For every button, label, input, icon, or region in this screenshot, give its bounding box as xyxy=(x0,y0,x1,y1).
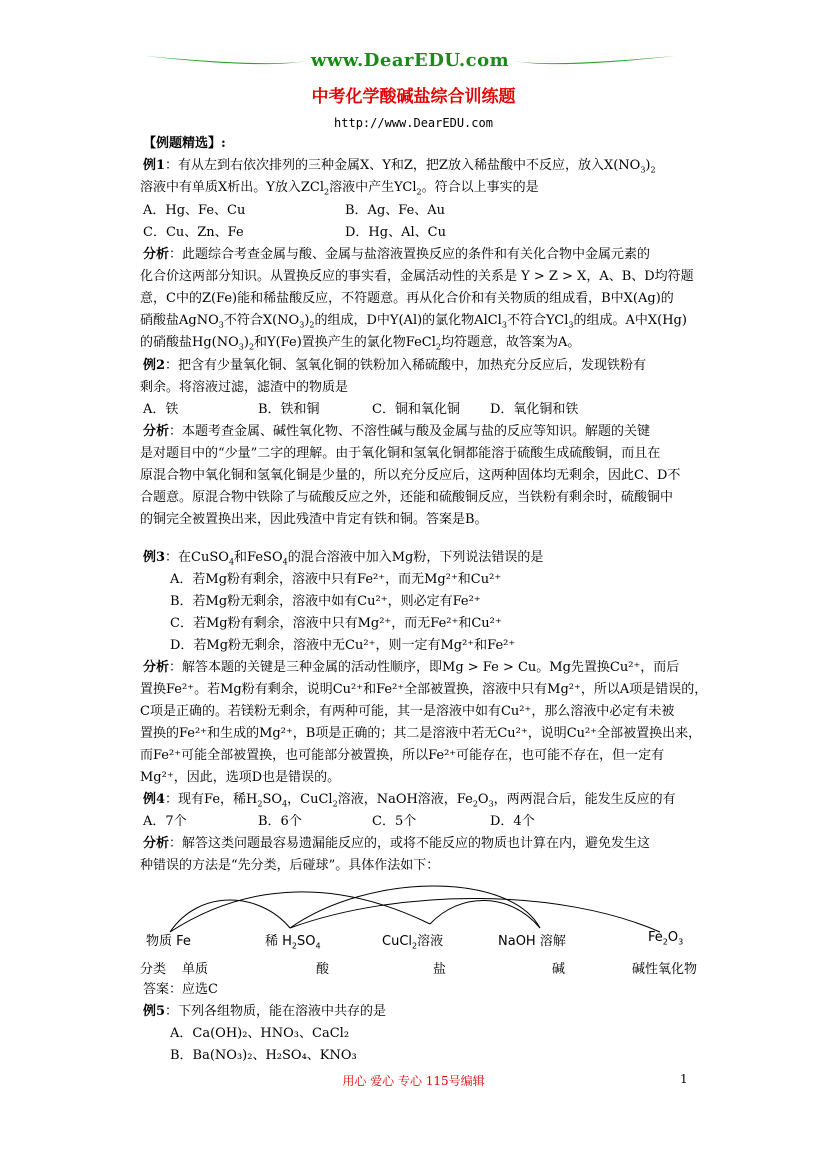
ex3-analysis-4: 置换的Fe²⁺和生成的Mg²⁺，B项是正确的；其二是溶液中若无Cu²⁺，说明Cu²⁺全部被置换出来， xyxy=(140,726,702,741)
ex4-option-a: A．7个 xyxy=(143,814,187,829)
ex1-question-line-1: 例1：有从左到右依次排列的三种金属X、Y和Z，把Z放入稀盐酸中不反应，放入$X(NO_3)_2$ xyxy=(143,158,656,175)
ex1-option-a: A．Hg、Fe、Cu xyxy=(143,203,246,218)
diagram-node-fe: 物质 Fe xyxy=(146,934,191,949)
ex2-option-d: D．氧化铜和铁 xyxy=(490,402,579,417)
site-url-link[interactable]: http://www.DearEDU.com xyxy=(334,116,493,130)
ex3-option-a: A．若Mg粉有剩余，溶液中只有Fe²⁺，而无Mg²⁺和Cu²⁺ xyxy=(170,572,502,587)
ex3-option-b: B．若Mg粉无剩余，溶液中如有Cu²⁺，则必定有Fe²⁺ xyxy=(170,594,481,609)
ex2-analysis-5: 的铜完全被置换出来，因此残渣中肯定有铁和铜。答案是B。 xyxy=(140,512,488,527)
ex5-option-a: A．Ca(OH)₂、HNO₃、CaCl₂ xyxy=(170,1026,350,1041)
reaction-arcs-diagram xyxy=(140,878,700,938)
ex1-analysis-3: 意，C中的Z(Fe)能和稀盐酸反应，不符题意。再从化合价和有关物质的组成看，B中X(Ag)的 xyxy=(140,291,674,306)
ex4-option-b: B．6个 xyxy=(258,814,302,829)
ex3-analysis-5: 而Fe²⁺可能全部被置换，也可能部分被置换，所以Fe²⁺可能存在，也可能不存在，但一定有 xyxy=(140,748,665,763)
header-banner xyxy=(140,48,680,84)
category-salt: 盐 xyxy=(433,962,447,977)
category-label: 分类 xyxy=(140,962,167,977)
category-element: 单质 xyxy=(182,962,209,977)
ex5-option-b: B．Ba(NO₃)₂、H₂SO₄、KNO₃ xyxy=(170,1048,357,1063)
ex2-analysis-2: 是对题目中的“少量”二字的理解。由于氧化铜和氢氧化铜都能溶于硫酸生成硫酸铜，而且在 xyxy=(140,446,661,461)
footer-text: 用心 爱心 专心 115号编辑 xyxy=(342,1074,485,1088)
ex2-option-c: C．铜和氧化铜 xyxy=(372,402,460,417)
ex3-analysis-2: 置换Fe²⁺。若Mg粉有剩余，说明Cu²⁺和Fe²⁺全部被置换，溶液中只有Mg²⁺，所以A项是错误的， xyxy=(140,682,708,697)
ex1-analysis-2: 化合价这两部分知识。从置换反应的事实看，金属活动性的关系是 Y > Z > X，A、B、D均符题 xyxy=(140,269,694,284)
ex4-answer: 答案：应选C xyxy=(143,982,218,997)
ex3-question: 例3：在CuSO$_4$和FeSO$_4$的混合溶液中加入Mg粉，下列说法错误的是 xyxy=(143,550,544,567)
ex2-option-b: B．铁和铜 xyxy=(258,402,320,417)
diagram-node-naoh: NaOH 溶解 xyxy=(498,934,566,949)
ex5-question: 例5：下列各组物质，能在溶液中共存的是 xyxy=(143,1004,387,1019)
page-number: 1 xyxy=(680,1072,688,1086)
ex4-analysis-1: 分析：解答这类问题最容易遗漏能反应的，或将不能反应的物质也计算在内，避免发生这 xyxy=(143,836,651,851)
section-heading: 【例题精选】: xyxy=(143,136,226,151)
ex1-option-d: D．Hg、Al、Cu xyxy=(345,225,446,240)
ex2-analysis-3: 原混合物中氧化铜和氢氧化铜是少量的，所以充分反应后，这两种固体均无剩余，因此C、D不 xyxy=(140,468,681,483)
ex3-analysis-1: 分析：解答本题的关键是三种金属的活动性顺序，即Mg > Fe > Cu。Mg先置换Cu²⁺，而后 xyxy=(143,660,680,675)
ex2-analysis-1: 分析：本题考查金属、碱性氧化物、不溶性碱与酸及金属与盐的反应等知识。解题的关键 xyxy=(143,424,651,439)
diagram-node-fe2o3: $Fe_2O_3$ xyxy=(648,930,684,947)
ex1-question-line-2: 溶液中有单质X析出。Y放入ZCl$_2$溶液中产生YCl$_2$。符合以上事实的是 xyxy=(140,180,539,197)
ex4-analysis-2: 种错误的方法是“先分类，后碰球”。具体作法如下： xyxy=(140,858,440,873)
ex2-option-a: A．铁 xyxy=(143,402,179,417)
diagram-node-cucl2: CuCl$_2$溶液 xyxy=(382,934,444,951)
ex3-option-d: D．若Mg粉无剩余，溶液中无Cu²⁺，则一定有Mg²⁺和Fe²⁺ xyxy=(170,638,516,653)
diagram-node-h2so4: 稀 $H_2SO_4$ xyxy=(265,934,321,951)
ex3-option-c: C．若Mg粉有剩余，溶液中只有Mg²⁺，而无Fe²⁺和Cu²⁺ xyxy=(170,616,502,631)
ex1-analysis-1: 分析：此题综合考查金属与酸、金属与盐溶液置换反应的条件和有关化合物中金属元素的 xyxy=(143,247,651,262)
ex4-option-d: D．4个 xyxy=(490,814,535,829)
ex2-question-line-2: 剩余。将溶液过滤，滤渣中的物质是 xyxy=(140,380,349,395)
ex2-question-line-1: 例2：把含有少量氧化铜、氢氧化铜的铁粉加入稀硫酸中，加热充分反应后，发现铁粉有 xyxy=(143,358,647,373)
category-acid: 酸 xyxy=(316,962,330,977)
ex1-option-c: C．Cu、Zn、Fe xyxy=(143,225,244,240)
ex1-option-b: B．Ag、Fe、Au xyxy=(345,203,446,218)
ex3-analysis-6: Mg²⁺，因此，选项D也是错误的。 xyxy=(140,770,341,785)
ex2-analysis-4: 合题意。原混合物中铁除了与硫酸反应之外，还能和硫酸铜反应，当铁粉有剩余时，硫酸铜中 xyxy=(140,490,674,505)
ex1-analysis-4: 硝酸盐AgNO$_3$不符合$X(NO_3)_2$的组成，D中Y(Al)的氯化物AlCl$_3$不符合YCl$_3$的组成。A中X(Hg) xyxy=(140,313,687,330)
ex1-analysis-5: 的硝酸盐$Hg(NO_3)_2$和Y(Fe)置换产生的氯化物FeCl$_2$均符题意，故答案为A。 xyxy=(140,335,581,352)
category-basic-oxide: 碱性氧化物 xyxy=(632,962,698,977)
ex3-analysis-3: C项是正确的。若镁粉无剩余，有两种可能，其一是溶液中如有Cu²⁺，那么溶液中必定有未被 xyxy=(140,704,675,719)
site-url-banner[interactable]: www.DearEDU.com xyxy=(310,50,510,71)
category-base: 碱 xyxy=(552,962,566,977)
document-title: 中考化学酸碱盐综合训练题 xyxy=(311,87,516,107)
ex4-option-c: C．5个 xyxy=(372,814,417,829)
ex4-question: 例4：现有Fe，稀$H_2SO_4$，CuCl$_2$溶液，NaOH溶液，$Fe_2O_3$，两两混合后，能发生反应的有 xyxy=(143,792,676,809)
